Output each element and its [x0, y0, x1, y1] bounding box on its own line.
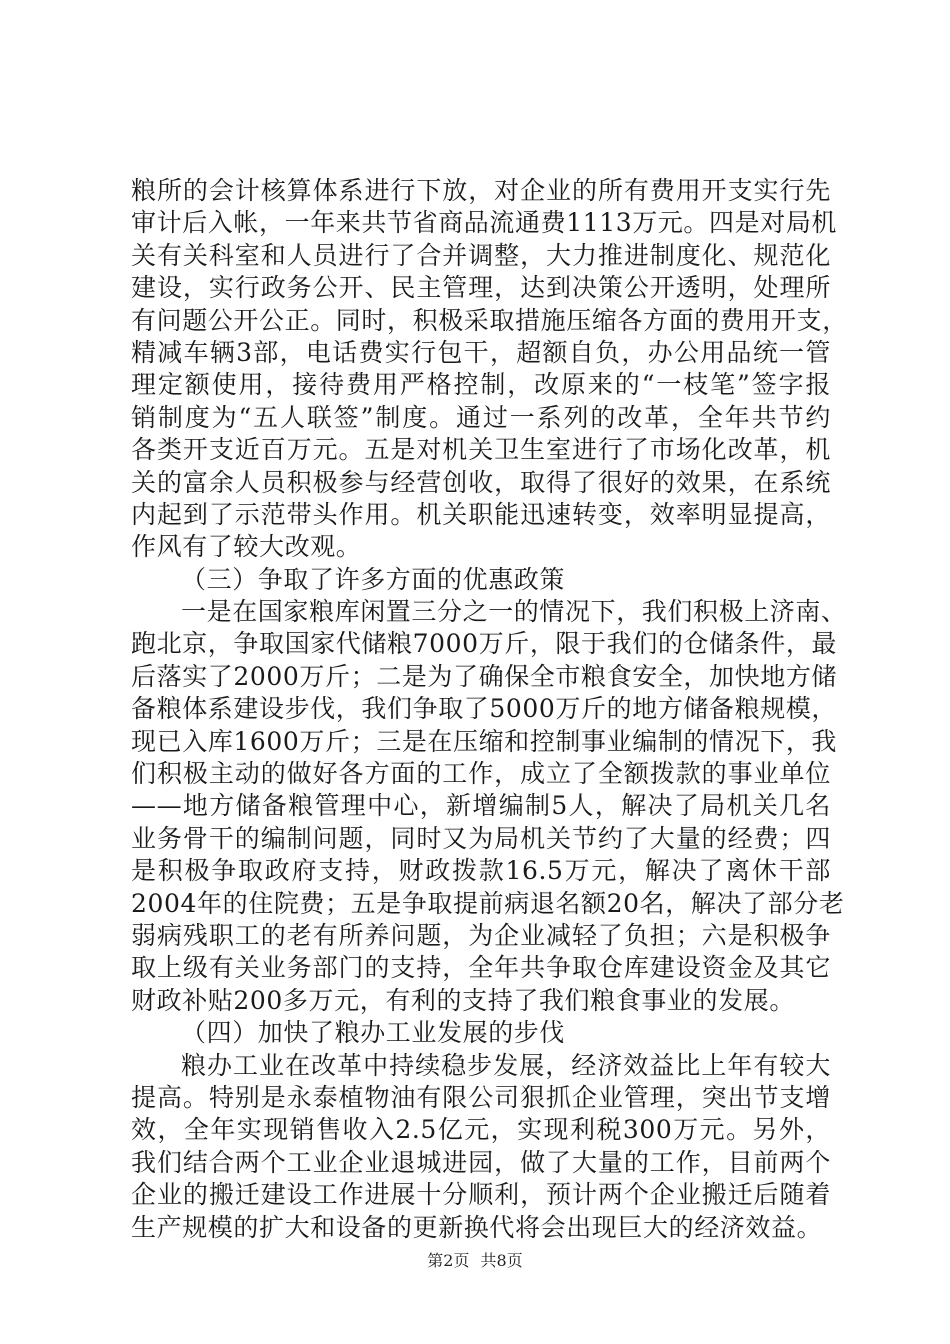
text-line: 弱病残职工的老有所养问题，为企业减轻了负担；六是积极争	[131, 920, 831, 950]
paragraph-section-4	[131, 1050, 831, 1244]
text-line: 取上级有关业务部门的支持，全年共争取仓库建设资金及其它	[131, 953, 831, 983]
text-line: 粮办工业在改革中持续稳步发展，经济效益比上年有较大	[181, 1050, 831, 1080]
text-line: 企业的搬迁建设工作进展十分顺利，预计两个企业搬迁后随着	[131, 1180, 831, 1210]
text-line: 财政补贴200多万元，有利的支持了我们粮食事业的发展。	[131, 985, 795, 1015]
text-line: 关的富余人员积极参与经营创收，取得了很好的效果，在系统	[131, 467, 831, 497]
page-total: 共8页	[480, 1251, 523, 1270]
text-line: 2004年的住院费；五是争取提前病退名额20名，解决了部分老	[131, 888, 845, 918]
paragraph-section-3	[131, 596, 847, 1017]
text-line: 提高。特别是永泰植物油有限公司狠抓企业管理，突出节支增	[131, 1082, 831, 1112]
page-number: 第2页	[427, 1251, 470, 1270]
text-line: 跑北京，争取国家代储粮7000万斤，限于我们的仓储条件，最	[131, 629, 838, 659]
document-body	[131, 175, 848, 1244]
text-line: 生产规模的扩大和设备的更新换代将会出现巨大的经济效益。	[131, 1212, 823, 1242]
text-line: 建设，实行政务公开、民主管理，达到决策公开透明，处理所	[131, 273, 831, 303]
paragraph-section-2-continued	[131, 175, 848, 564]
text-line: 精减车辆3部，电话费实行包干，超额自负，办公用品统一管	[131, 337, 831, 367]
section-heading-3: （三）争取了许多方面的优惠政策	[181, 564, 566, 594]
text-line: 一是在国家粮库闲置三分之一的情况下，我们积极上济南、	[181, 597, 847, 627]
text-line: 效，全年实现销售收入2.5亿元，实现利税300万元。另外，	[131, 1115, 831, 1145]
text-line: 业务骨干的编制问题，同时又为局机关节约了大量的经费；四	[131, 823, 831, 853]
text-line: ——地方储备粮管理中心，新增编制5人，解决了局机关几名	[131, 791, 831, 821]
text-line: 审计后入帐，一年来共节省商品流通费1113万元。四是对局机	[131, 208, 838, 238]
text-line: 有问题公开公正。同时，积极采取措施压缩各方面的费用开支，	[131, 305, 848, 335]
text-line: 作风有了较大改观。	[131, 532, 362, 562]
text-line: 关有关科室和人员进行了合并调整，大力推进制度化、规范化	[131, 240, 831, 270]
text-line: 各类开支近百万元。五是对机关卫生室进行了市场化改革，机	[131, 435, 831, 465]
text-line: 们积极主动的做好各方面的工作，成立了全额拨款的事业单位	[131, 759, 831, 789]
page-footer	[0, 1248, 950, 1271]
text-line: 理定额使用，接待费用严格控制，改原来的“一枝笔”签字报	[131, 370, 831, 400]
text-line: 现已入库1600万斤；三是在压缩和控制事业编制的情况下，我	[131, 726, 838, 756]
text-line: 销制度为“五人联签”制度。通过一系列的改革，全年共节约	[131, 402, 831, 432]
section-heading-4: （四）加快了粮办工业发展的步伐	[181, 1018, 566, 1048]
text-line: 备粮体系建设步伐，我们争取了5000万斤的地方储备粮规模，	[131, 694, 838, 724]
text-line: 是积极争取政府支持，财政拨款16.5万元，解决了离休干部	[131, 856, 831, 886]
text-line: 我们结合两个工业企业退城进园，做了大量的工作，目前两个	[131, 1147, 831, 1177]
text-line: 后落实了2000万斤；二是为了确保全市粮食安全，加快地方储	[131, 661, 838, 691]
text-line: 内起到了示范带头作用。机关职能迅速转变，效率明显提高，	[131, 499, 831, 529]
text-line: 粮所的会计核算体系进行下放，对企业的所有费用开支实行先	[131, 176, 831, 205]
